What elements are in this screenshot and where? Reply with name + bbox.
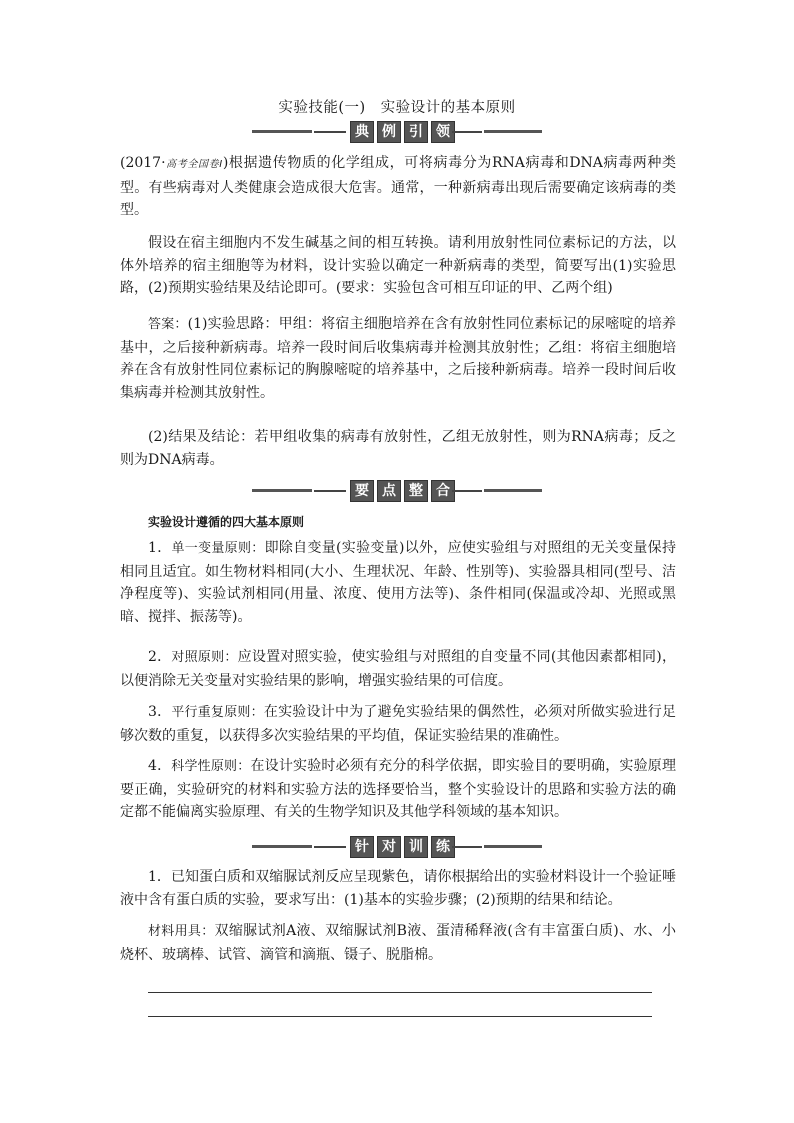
banner-char: 合: [431, 480, 455, 502]
banner-char: 典: [350, 121, 374, 143]
banner-rule: [314, 131, 346, 133]
banner-rule: [252, 489, 312, 492]
banner-rule: [452, 131, 482, 133]
question-text: )根据遗传物质的化学组成，可将病毒分为RNA病毒和DNA病毒两种类型。有些病毒对人类健康会造成很大危害。通常，一种新病毒出现后需要确定该病毒的类型。: [120, 155, 676, 219]
example-banner: [252, 121, 542, 143]
item-number: 1．: [148, 540, 172, 556]
banner-rule: [484, 130, 542, 133]
banner-rule: [314, 490, 346, 492]
training-materials: [120, 920, 676, 966]
materials-label: 材料用具：: [148, 924, 215, 939]
principle-item: [120, 755, 676, 824]
item-text: 即除自变量(实验变量)以外，应使实验组与对照组的无关变量保持相同且适宜。如生物材料相同(大小、生理状况、年龄、性别等)、实验器具相同(型号、洁净程度等)、实验试剂相同(用量、浓度、使用方法等)、条件相同(保温或冷却、光照或黑暗、搅拌、振荡等)。: [120, 540, 676, 625]
principle-item: [120, 646, 676, 692]
item-number: 2．: [148, 649, 172, 665]
banner-rule: [484, 489, 542, 492]
answer-line[interactable]: [148, 992, 652, 993]
question-prefix: (2017·: [120, 155, 166, 171]
materials-text: 双缩脲试剂A液、双缩脲试剂B液、蛋清稀释液(含有丰富蛋白质)、水、小烧杯、玻璃棒、试管、滴管和滴瓶、镊子、脱脂棉。: [120, 923, 676, 963]
item-label: 平行重复原则：: [171, 705, 264, 720]
banner-char: 引: [404, 121, 428, 143]
training-banner: [252, 836, 542, 858]
banner-rule: [452, 846, 482, 848]
example-question: [120, 152, 676, 222]
answer-label: 答案：: [148, 317, 188, 332]
banner-char: 点: [377, 480, 401, 502]
item-label: 单一变量原则：: [171, 541, 265, 556]
banner-char: 练: [431, 836, 455, 858]
example-question-part2: 假设在宿主细胞内不发生碱基之间的相互转换。请利用放射性同位素标记的方法，以体外培养的宿主细胞等为材料，设计实验以确定一种新病毒的类型，简要写出(1)实验思路，(2)预期实验结果及结论即可。(要求：实验包含可相互印证的甲、乙两个组): [120, 235, 676, 297]
section-heading: 实验设计遵循的四大基本原则: [148, 515, 305, 529]
principle-item: [120, 537, 676, 628]
item-label: 科学性原则：: [171, 759, 251, 774]
banner-rule: [484, 845, 542, 848]
banner-rule: [252, 130, 312, 133]
item-text: 应设置对照实验，使实验组与对照组的自变量不同(其他因素都相同)，以便消除无关变量对实验结果的影响，增强实验结果的可信度。: [120, 649, 676, 689]
key-points-banner: [252, 480, 542, 502]
banner-char: 整: [404, 480, 428, 502]
key-points-heading: [120, 511, 676, 534]
banner-char: 针: [350, 836, 374, 858]
banner-char: 训: [404, 836, 428, 858]
banner-char: 领: [431, 121, 455, 143]
training-question: 1．已知蛋白质和双缩脲试剂反应呈现紫色，请你根据给出的实验材料设计一个验证唾液中含有蛋白质的实验，要求写出：(1)基本的实验步骤；(2)预期的结果和结论。: [120, 869, 676, 908]
banner-rule: [314, 846, 346, 848]
example-answer: [120, 313, 676, 404]
banner-boxes: [350, 480, 455, 502]
question-source: 高考全国卷Ⅰ: [165, 159, 223, 170]
item-label: 对照原则：: [171, 650, 238, 665]
banner-boxes: [350, 121, 455, 143]
banner-rule: [252, 845, 312, 848]
banner-boxes: [350, 836, 455, 858]
example-answer-conclusion: (2)结果及结论：若甲组收集的病毒有放射性，乙组无放射性，则为RNA病毒；反之则为DNA病毒。: [120, 429, 676, 468]
banner-char: 例: [377, 121, 401, 143]
banner-char: 对: [377, 836, 401, 858]
item-text: 在实验设计中为了避免实验结果的偶然性，必须对所做实验进行足够次数的重复，以获得多次实验结果的平均值，保证实验结果的准确性。: [120, 704, 676, 744]
page-title: 实验技能(一) 实验设计的基本原则: [278, 100, 516, 116]
banner-char: 要: [350, 480, 374, 502]
answer-text: (1)实验思路：甲组：将宿主细胞培养在含有放射性同位素标记的尿嘧啶的培养基中，之后接种新病毒。培养一段时间后收集病毒并检测其放射性；乙组：将宿主细胞培养在含有放射性同位素标记的胸腺嘧啶的培养基中，之后接种新病毒。培养一段时间后收集病毒并检测其放射性。: [120, 316, 676, 401]
item-text: 在设计实验时必须有充分的科学依据，即实验目的要明确，实验原理要正确，实验研究的材料和实验方法的选择要恰当，整个实验设计的思路和实验方法的确定都不能偏离实验原理、有关的生物学知识及其他学科领域的基本知识。: [120, 758, 676, 821]
principle-item: [120, 701, 676, 747]
banner-rule: [452, 490, 482, 492]
item-number: 3．: [148, 704, 172, 720]
item-number: 4．: [148, 758, 172, 774]
answer-line[interactable]: [148, 1016, 652, 1017]
